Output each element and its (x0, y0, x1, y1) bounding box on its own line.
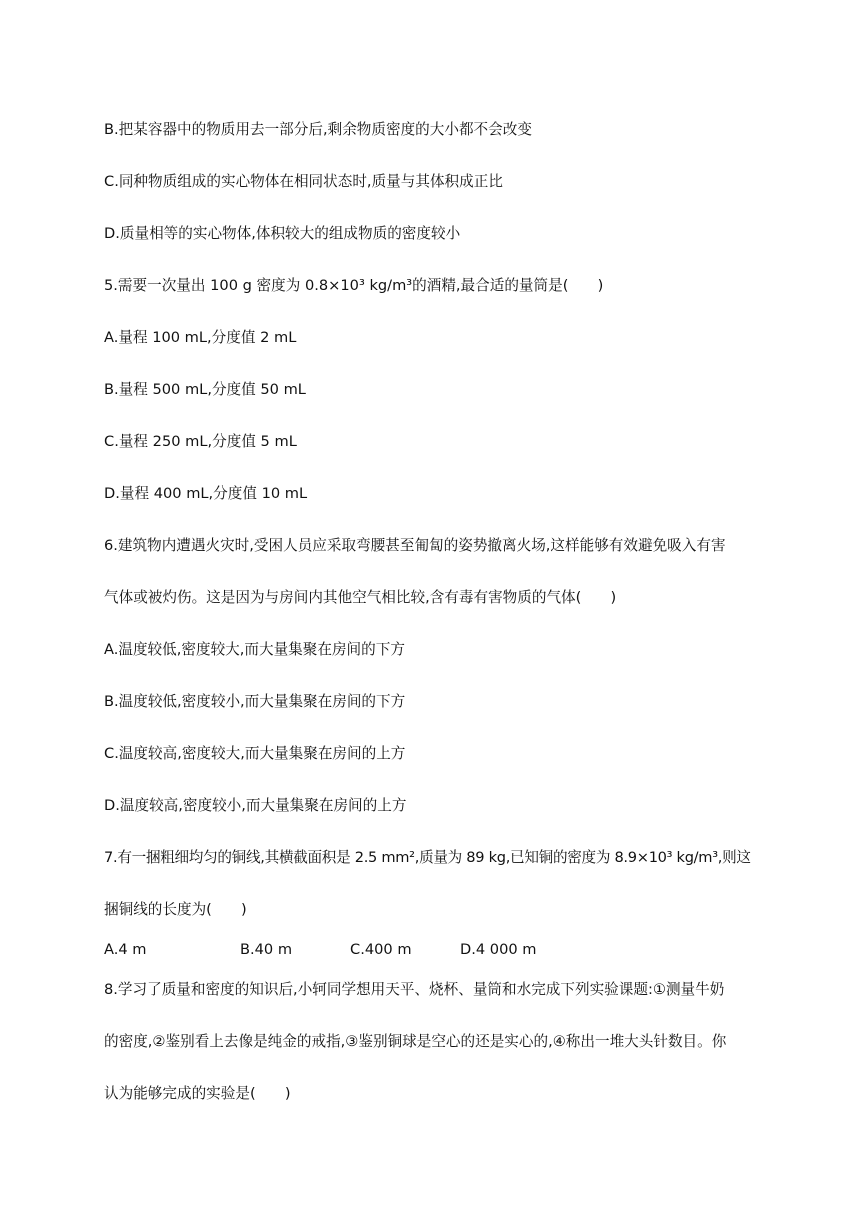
question-6-line-2 (104, 588, 764, 608)
text: D.量程 400 mL,分度值 10 mL (104, 485, 308, 502)
text: 7.有一捆粗细均匀的铜线,其横截面积是 2.5 mm²,质量为 89 kg,已知铜的密度为 8.9×10³ kg/m³,则这 (104, 849, 751, 866)
question-8-line-1 (104, 980, 764, 1000)
text: C.温度较高,密度较大,而大量集聚在房间的上方 (104, 745, 406, 762)
q6-option-c (104, 744, 764, 764)
text: 认为能够完成的实验是( ) (104, 1085, 291, 1102)
q7-option-d: D.4 000 m (460, 941, 537, 958)
question-7-line-1 (104, 848, 764, 868)
q5-option-b (104, 380, 764, 400)
text: 5.需要一次量出 100 g 密度为 0.8×10³ kg/m³的酒精,最合适的量筒是( ) (104, 277, 604, 294)
text: 气体或被灼伤。这是因为与房间内其他空气相比较,含有毒有害物质的气体( ) (104, 589, 617, 606)
q5-option-d (104, 484, 764, 504)
text: 8.学习了质量和密度的知识后,小轲同学想用天平、烧杯、量筒和水完成下列实验课题:①测量牛奶 (104, 981, 725, 998)
q7-option-a: A.4 m (104, 941, 147, 958)
q5-option-c (104, 432, 764, 452)
text: 的密度,②鉴别看上去像是纯金的戒指,③鉴别铜球是空心的还是实心的,④称出一堆大头针数目。你 (104, 1033, 727, 1050)
text: D.温度较高,密度较小,而大量集聚在房间的上方 (104, 797, 407, 814)
text: A.温度较低,密度较大,而大量集聚在房间的下方 (104, 641, 405, 658)
question-8-line-2 (104, 1032, 764, 1052)
q5-option-a (104, 328, 764, 348)
text: B.温度较低,密度较小,而大量集聚在房间的下方 (104, 693, 406, 710)
q6-option-d (104, 796, 764, 816)
q7-option-c: C.400 m (350, 941, 412, 958)
question-7-line-2 (104, 900, 764, 920)
text: B.量程 500 mL,分度值 50 mL (104, 381, 306, 398)
text: C.量程 250 mL,分度值 5 mL (104, 433, 297, 450)
text: 捆铜线的长度为( ) (104, 901, 247, 918)
text: C.同种物质组成的实心物体在相同状态时,质量与其体积成正比 (104, 173, 503, 190)
text: 6.建筑物内遭遇火灾时,受困人员应采取弯腰甚至匍匐的姿势撤离火场,这样能够有效避免吸入有害 (104, 537, 726, 554)
q4-option-c (104, 172, 764, 192)
q7-option-b: B.40 m (240, 941, 293, 958)
q4-option-d (104, 224, 764, 244)
text: A.量程 100 mL,分度值 2 mL (104, 329, 297, 346)
q4-option-b (104, 120, 764, 140)
q6-option-a (104, 640, 764, 660)
question-5 (104, 276, 764, 296)
text: D.质量相等的实心物体,体积较大的组成物质的密度较小 (104, 225, 461, 242)
question-8-line-3 (104, 1084, 764, 1104)
question-6-line-1 (104, 536, 764, 556)
q6-option-b (104, 692, 764, 712)
text: B.把某容器中的物质用去一部分后,剩余物质密度的大小都不会改变 (104, 121, 532, 138)
